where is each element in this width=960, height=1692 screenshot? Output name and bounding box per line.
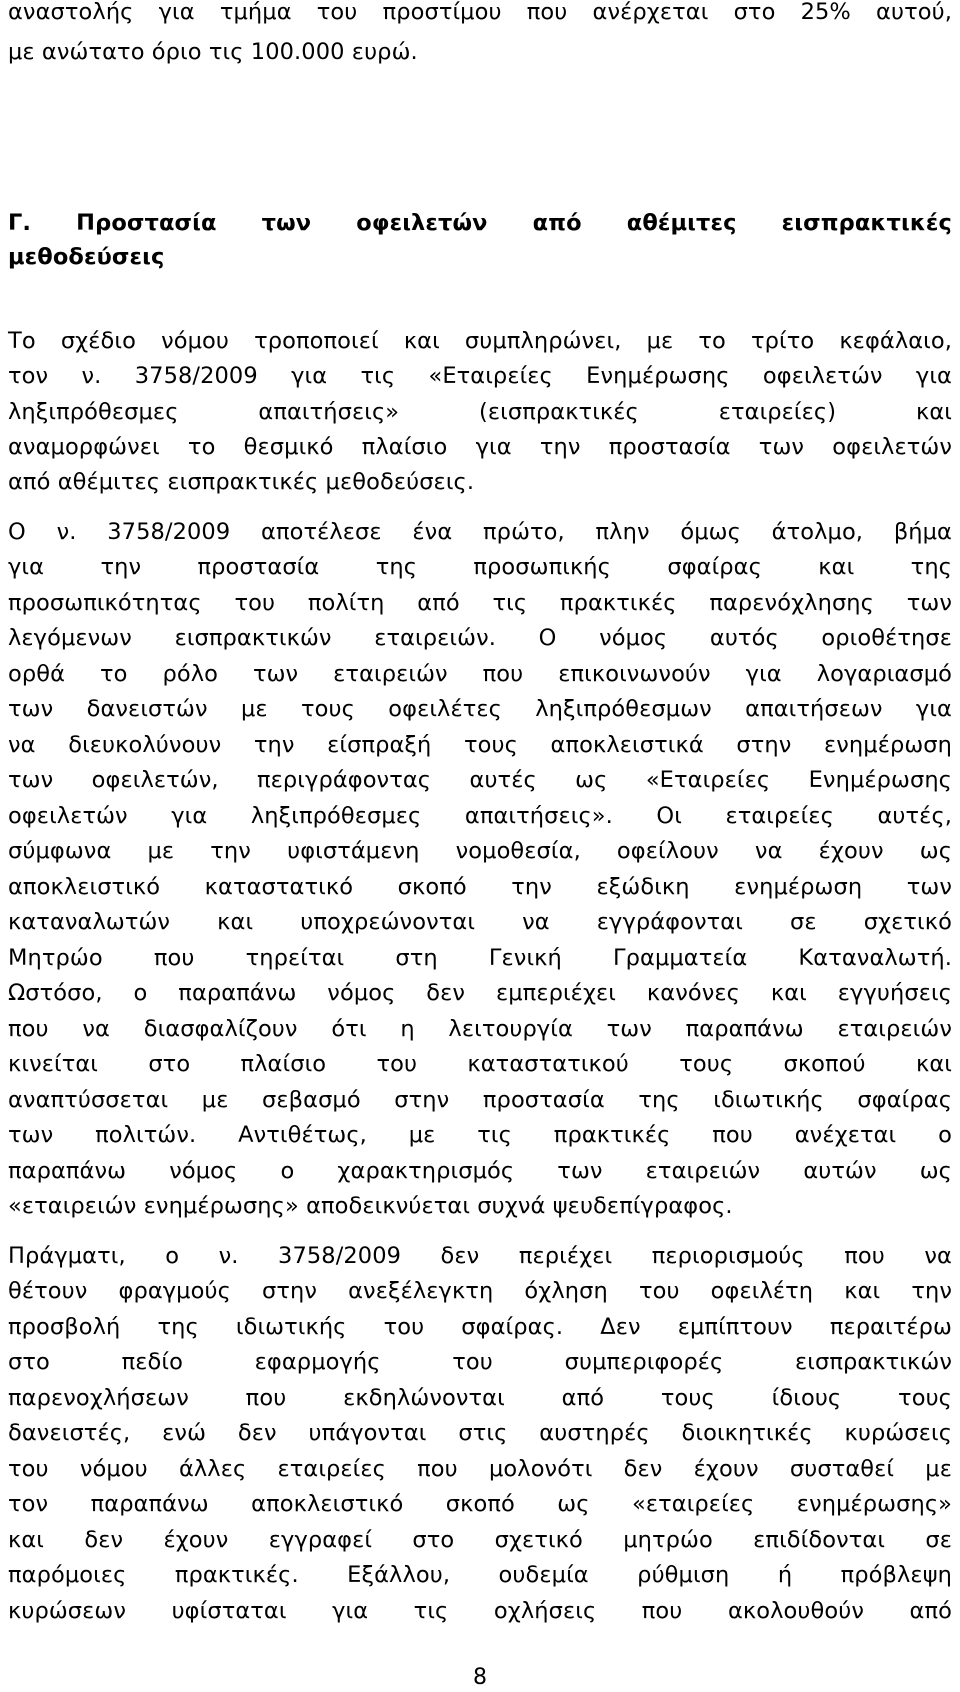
paragraph-line: «εταιρειών ενημέρωσης» αποδεικνύεται συχνά ψευδεπίγραφος. [8,1193,733,1219]
paragraph-line: από αθέμιτες εισπρακτικές μεθοδεύσεις. [8,469,475,495]
paragraph-line: αναστολής για τμήμα του προστίμου που ανέρχεται στο 25% αυτού, [8,0,952,25]
paragraph-line: τον παραπάνω αποκλειστικό σκοπό ως «εταιρείες ενημέρωσης» [8,1491,952,1517]
paragraph-line: του νόμου άλλες εταιρείες που μολονότι δεν έχουν συσταθεί με [8,1456,952,1482]
page-number: 8 [473,1665,487,1690]
paragraph-line: που να διασφαλίζουν ότι η λειτουργία των παραπάνω εταιρειών [8,1016,952,1042]
paragraph-line: παραπάνω νόμος ο χαρακτηρισμός των εταιρειών αυτών ως [8,1158,952,1184]
paragraph-line: λεγόμενων εισπρακτικών εταιρειών. Ο νόμος αυτός οριοθέτησε [8,625,952,651]
paragraph-line: παρόμοιες πρακτικές. Εξάλλου, ουδεμία ρύθμιση ή πρόβλεψη [8,1562,952,1588]
paragraph-line: με ανώτατο όριο τις 100.000 ευρώ. [8,39,418,65]
section-heading: Γ. Προστασία των οφειλετών από αθέμιτες εισπρακτικές [8,210,952,236]
paragraph-line: θέτουν φραγμούς στην ανεξέλεγκτη όχληση του οφειλέτη και την [8,1278,952,1304]
paragraph-line: Πράγματι, ο ν. 3758/2009 δεν περιέχει περιορισμούς που να [8,1243,952,1269]
paragraph-line: και δεν έχουν εγγραφεί στο σχετικό μητρώο επιδίδονται σε [8,1527,952,1553]
paragraph-line: των οφειλετών, περιγράφοντας αυτές ως «Εταιρείες Ενημέρωσης [8,767,952,793]
paragraph-line: σύμφωνα με την υφιστάμενη νομοθεσία, οφείλουν να έχουν ως [8,838,952,864]
paragraph-line: προσωπικότητας του πολίτη από τις πρακτικές παρενόχλησης των [8,590,952,616]
paragraph-line: για την προστασία της προσωπικής σφαίρας και της [8,554,952,580]
paragraph-line: καταναλωτών και υποχρεώνονται να εγγράφονται σε σχετικό [8,909,952,935]
paragraph-line: τον ν. 3758/2009 για τις «Εταιρείες Ενημέρωσης οφειλετών για [8,363,952,389]
paragraph-line: αναπτύσσεται με σεβασμό στην προστασία της ιδιωτικής σφαίρας [8,1087,952,1113]
paragraph-line: να διευκολύνουν την είσπραξή τους αποκλειστικά στην ενημέρωση [8,732,952,758]
paragraph-line: στο πεδίο εφαρμογής του συμπεριφορές εισπρακτικών [8,1349,952,1375]
paragraph-line: ληξιπρόθεσμες απαιτήσεις» (εισπρακτικές εταιρείες) και [8,399,952,425]
paragraph-line: Το σχέδιο νόμου τροποποιεί και συμπληρώνει, με το τρίτο κεφάλαιο, [8,328,952,354]
paragraph-line: Μητρώο που τηρείται στη Γενική Γραμματεία Καταναλωτή. [8,945,952,971]
paragraph-line: κυρώσεων υφίσταται για τις οχλήσεις που ακολουθούν από [8,1598,952,1624]
paragraph-line: προσβολή της ιδιωτικής του σφαίρας. Δεν εμπίπτουν περαιτέρω [8,1314,952,1340]
paragraph-line: αναμορφώνει το θεσμικό πλαίσιο για την προστασία των οφειλετών [8,434,952,460]
section-heading: μεθοδεύσεις [8,244,165,270]
paragraph-line: οφειλετών για ληξιπρόθεσμες απαιτήσεις». Οι εταιρείες αυτές, [8,803,952,829]
paragraph-line: ορθά το ρόλο των εταιρειών που επικοινωνούν για λογαριασμό [8,661,952,687]
paragraph-line: Ωστόσο, ο παραπάνω νόμος δεν εμπεριέχει κανόνες και εγγυήσεις [8,980,952,1006]
paragraph-line: δανειστές, ενώ δεν υπάγονται στις αυστηρές διοικητικές κυρώσεις [8,1420,952,1446]
paragraph-line: των δανειστών με τους οφειλέτες ληξιπρόθεσμων απαιτήσεων για [8,696,952,722]
paragraph-line: κινείται στο πλαίσιο του καταστατικού τους σκοπού και [8,1051,952,1077]
paragraph-line: αποκλειστικό καταστατικό σκοπό την εξώδικη ενημέρωση των [8,874,952,900]
paragraph-line: Ο ν. 3758/2009 αποτέλεσε ένα πρώτο, πλην όμως άτολμο, βήμα [8,519,952,545]
paragraph-line: των πολιτών. Αντιθέτως, με τις πρακτικές που ανέχεται ο [8,1122,952,1148]
paragraph-line: παρενοχλήσεων που εκδηλώνονται από τους ίδιους τους [8,1385,952,1411]
